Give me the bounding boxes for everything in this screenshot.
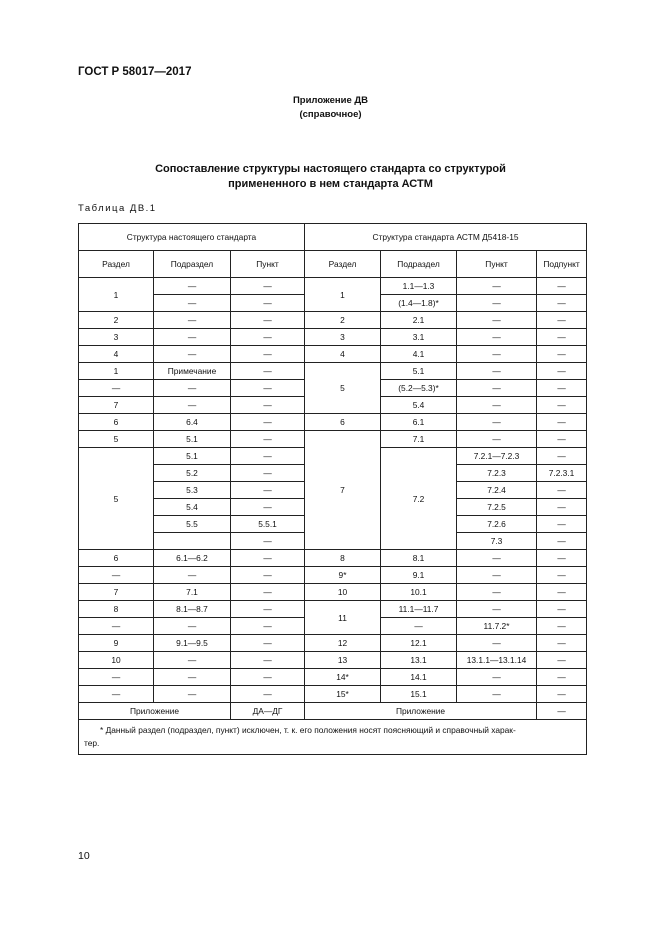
table-cell: 9.1	[381, 567, 457, 584]
table-cell: —	[537, 567, 587, 584]
table-cell: 13.1	[381, 652, 457, 669]
table-cell: —	[457, 414, 537, 431]
table-cell: 1	[79, 278, 154, 312]
table-cell: —	[231, 601, 305, 618]
table-cell: —	[231, 397, 305, 414]
table-cell: —	[231, 635, 305, 652]
table-cell: 6	[79, 414, 154, 431]
table-row	[79, 584, 587, 601]
table-cell: —	[457, 584, 537, 601]
table-cell: 15*	[305, 686, 381, 703]
table-cell: —	[79, 567, 154, 584]
table-cell: ДА—ДГ	[231, 703, 305, 720]
table-cell: —	[457, 312, 537, 329]
table-cell: 6	[305, 414, 381, 431]
column-header: Пункт	[231, 251, 305, 278]
table-cell: 5.5	[154, 516, 231, 533]
table-cell: 3	[305, 329, 381, 346]
table-cell: —	[457, 550, 537, 567]
table-row	[79, 601, 587, 618]
table-cell: —	[457, 380, 537, 397]
table-cell: —	[154, 329, 231, 346]
table-cell: 5.4	[154, 499, 231, 516]
table-cell: 7.2.1—7.2.3	[457, 448, 537, 465]
table-row	[79, 278, 587, 295]
table-cell: 5.3	[154, 482, 231, 499]
table-cell: —	[231, 431, 305, 448]
table-cell: —	[154, 312, 231, 329]
table-cell: 5.5.1	[231, 516, 305, 533]
table-cell: 5.4	[381, 397, 457, 414]
table-cell: 7.2.6	[457, 516, 537, 533]
footnote-line1: * Данный раздел (подраздел, пункт) исключен, т. к. его положения носят поясняющий и справочный харак-	[100, 725, 516, 735]
table-cell: 14.1	[381, 669, 457, 686]
table-cell: (5.2—5.3)*	[381, 380, 457, 397]
table-cell: 6.1	[381, 414, 457, 431]
table-cell: —	[154, 652, 231, 669]
table-cell: —	[537, 516, 587, 533]
table-row	[79, 635, 587, 652]
table-cell: 5	[305, 363, 381, 414]
table-row	[79, 431, 587, 448]
column-header: Подраздел	[154, 251, 231, 278]
table-cell: —	[231, 652, 305, 669]
table-row	[79, 686, 587, 703]
table-cell: —	[537, 550, 587, 567]
table-cell: 12.1	[381, 635, 457, 652]
table-cell: 7.1	[154, 584, 231, 601]
table-footnote-row	[79, 720, 587, 755]
table-cell: —	[154, 380, 231, 397]
table-cell: 7.2.4	[457, 482, 537, 499]
table-cell: Примечание	[154, 363, 231, 380]
table-cell: 5	[79, 448, 154, 550]
table-cell: 11	[305, 601, 381, 635]
table-cell: 4	[305, 346, 381, 363]
group-header-left: Структура настоящего стандарта	[79, 224, 305, 251]
table-cell: —	[537, 397, 587, 414]
table-group-header-row	[79, 224, 587, 251]
table-cell: —	[154, 397, 231, 414]
table-cell: —	[537, 329, 587, 346]
table-cell: —	[154, 669, 231, 686]
table-row	[79, 703, 587, 720]
table-cell: —	[381, 618, 457, 635]
table-row	[79, 329, 587, 346]
table-cell: —	[537, 346, 587, 363]
table-cell: 8.1	[381, 550, 457, 567]
table-cell: —	[537, 703, 587, 720]
table-cell: 9*	[305, 567, 381, 584]
table-cell: 4	[79, 346, 154, 363]
table-cell: —	[537, 686, 587, 703]
table-cell: —	[537, 295, 587, 312]
table-cell: 2.1	[381, 312, 457, 329]
table-cell: —	[154, 618, 231, 635]
table-cell: —	[154, 278, 231, 295]
table-cell: —	[154, 567, 231, 584]
table-cell: 2	[305, 312, 381, 329]
comparison-table	[78, 223, 587, 755]
table-cell: (1.4—1.8)*	[381, 295, 457, 312]
table-cell: 5	[79, 431, 154, 448]
table-cell: —	[457, 346, 537, 363]
table-cell: —	[231, 329, 305, 346]
table-cell: —	[231, 669, 305, 686]
table-cell: —	[231, 363, 305, 380]
table-cell: 10	[79, 652, 154, 669]
table-cell: —	[231, 482, 305, 499]
table-row	[79, 652, 587, 669]
table-caption: Таблица ДВ.1	[78, 203, 157, 214]
table-cell: 7.2	[381, 448, 457, 550]
page-number: 10	[78, 850, 90, 862]
table-cell: —	[457, 278, 537, 295]
table-cell: —	[231, 686, 305, 703]
table-column-header-row	[79, 251, 587, 278]
table-cell: 5.2	[154, 465, 231, 482]
section-title-line2: примененного в нем стандарта АСТМ	[228, 178, 433, 190]
table-cell: 7	[79, 584, 154, 601]
table-cell: —	[79, 686, 154, 703]
column-header: Раздел	[305, 251, 381, 278]
table-cell: Приложение	[305, 703, 537, 720]
table-row	[79, 363, 587, 380]
table-cell: —	[79, 669, 154, 686]
table-cell: —	[231, 465, 305, 482]
table-cell: —	[537, 431, 587, 448]
table-cell: —	[154, 686, 231, 703]
table-cell: —	[231, 550, 305, 567]
table-row	[79, 346, 587, 363]
table-cell: 7.3	[457, 533, 537, 550]
table-cell: —	[457, 363, 537, 380]
table-cell: 14*	[305, 669, 381, 686]
table-cell: —	[457, 686, 537, 703]
table-cell: 7.2.3.1	[537, 465, 587, 482]
table-cell: 7	[79, 397, 154, 414]
table-cell: 3.1	[381, 329, 457, 346]
table-cell: 8	[79, 601, 154, 618]
table-cell: 7	[305, 431, 381, 550]
table-cell: —	[231, 312, 305, 329]
table-cell: —	[79, 618, 154, 635]
table-cell: —	[537, 635, 587, 652]
table-cell: —	[457, 431, 537, 448]
table-cell: 8.1—8.7	[154, 601, 231, 618]
table-row	[79, 567, 587, 584]
table-cell: —	[537, 499, 587, 516]
column-header: Пункт	[457, 251, 537, 278]
table-row	[79, 669, 587, 686]
table-cell: 6.4	[154, 414, 231, 431]
table-cell: 11.1—11.7	[381, 601, 457, 618]
table-cell: —	[537, 669, 587, 686]
table-cell: —	[231, 278, 305, 295]
table-cell: —	[457, 601, 537, 618]
table-cell: 6.1—6.2	[154, 550, 231, 567]
table-cell: 5.1	[154, 431, 231, 448]
table-cell: —	[231, 346, 305, 363]
footnote-line2: тер.	[84, 738, 100, 748]
table-cell: —	[537, 618, 587, 635]
table-cell: —	[537, 278, 587, 295]
table-cell: —	[457, 397, 537, 414]
column-header: Подпункт	[537, 251, 587, 278]
section-title	[0, 162, 661, 192]
table-cell: —	[537, 312, 587, 329]
table-cell: —	[457, 635, 537, 652]
column-header: Раздел	[79, 251, 154, 278]
table-cell: 15.1	[381, 686, 457, 703]
table-cell: 11.7.2*	[457, 618, 537, 635]
table-cell: 10	[305, 584, 381, 601]
section-title-line1: Сопоставление структуры настоящего стандарта со структурой	[155, 163, 506, 175]
table-cell: —	[537, 482, 587, 499]
table-cell: —	[537, 380, 587, 397]
table-cell: —	[154, 346, 231, 363]
table-cell: 7.2.5	[457, 499, 537, 516]
annex-type: (справочное)	[299, 109, 362, 120]
table-cell: 4.1	[381, 346, 457, 363]
table-cell: —	[231, 618, 305, 635]
table-cell: —	[537, 363, 587, 380]
table-cell	[154, 533, 231, 550]
table-cell: —	[537, 414, 587, 431]
table-cell: —	[231, 499, 305, 516]
table-cell: 1	[79, 363, 154, 380]
table-cell: —	[537, 448, 587, 465]
table-cell: 12	[305, 635, 381, 652]
table-cell: —	[231, 533, 305, 550]
table-cell: 1.1—1.3	[381, 278, 457, 295]
table-cell: —	[457, 669, 537, 686]
table-cell: —	[231, 414, 305, 431]
table-cell: —	[537, 601, 587, 618]
table-cell: 5.1	[381, 363, 457, 380]
table-cell: —	[79, 380, 154, 397]
table-cell: —	[154, 295, 231, 312]
annex-title: Приложение ДВ	[292, 95, 369, 106]
table-cell: 8	[305, 550, 381, 567]
table-cell: 10.1	[381, 584, 457, 601]
table-cell: 7.1	[381, 431, 457, 448]
table-cell: —	[537, 584, 587, 601]
table-row	[79, 312, 587, 329]
table-cell: —	[231, 584, 305, 601]
table-cell: —	[537, 652, 587, 669]
table-cell: —	[457, 567, 537, 584]
table-row	[79, 414, 587, 431]
table-cell: 13	[305, 652, 381, 669]
table-cell: —	[231, 295, 305, 312]
table-cell: 3	[79, 329, 154, 346]
table-cell: —	[537, 533, 587, 550]
table-cell: —	[231, 380, 305, 397]
column-header: Подраздел	[381, 251, 457, 278]
table-cell: —	[457, 295, 537, 312]
table-cell: 9.1—9.5	[154, 635, 231, 652]
table-footnote	[79, 720, 587, 755]
table-cell: —	[231, 567, 305, 584]
table-cell: 9	[79, 635, 154, 652]
table-cell: 5.1	[154, 448, 231, 465]
table-cell: —	[457, 329, 537, 346]
table-cell: Приложение	[79, 703, 231, 720]
table-cell: 6	[79, 550, 154, 567]
table-row	[79, 550, 587, 567]
table-cell: 2	[79, 312, 154, 329]
table-cell: 13.1.1—13.1.14	[457, 652, 537, 669]
standard-code: ГОСТ Р 58017—2017	[78, 66, 192, 78]
group-header-right: Структура стандарта АСТМ Д5418-15	[305, 224, 587, 251]
table-cell: 1	[305, 278, 381, 312]
table-cell: —	[231, 448, 305, 465]
table-cell: 7.2.3	[457, 465, 537, 482]
